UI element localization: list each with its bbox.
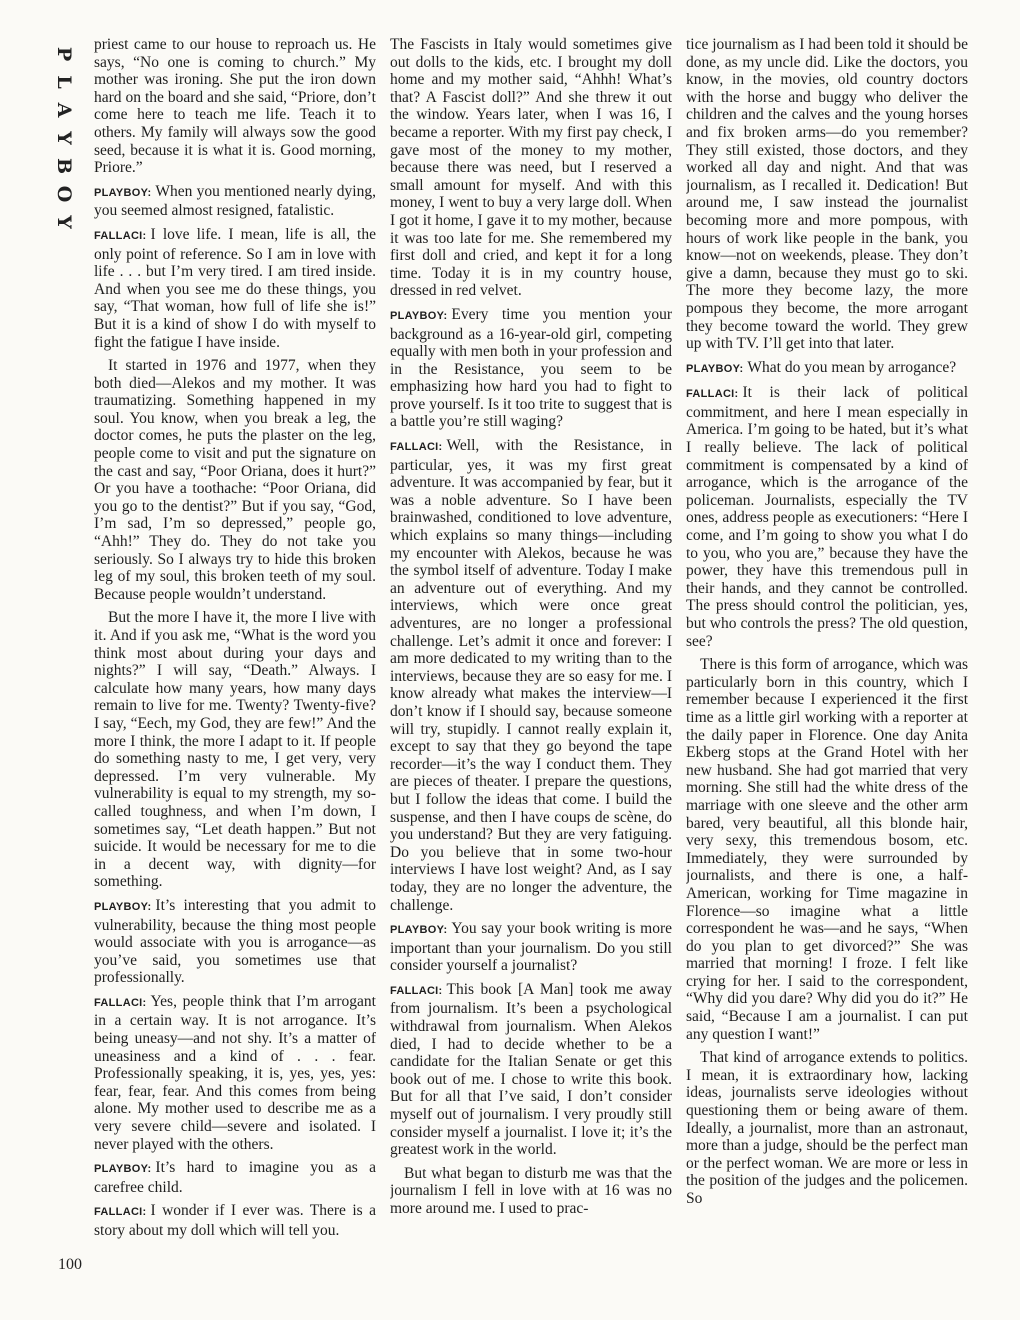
paragraph-text: Yes, people think that I’m arrogant in a certain way. It is not arrogance. It’s being uneasy—and not shy. It’s a matter of uneasiness and a kind of . . . fear. Professionally speaking, it is, yes, yes, yes: fear, fear, fear. And this comes from being alone. My mother used to describe me as a very severe child—severe and isolated. I never played with the others.	[94, 992, 376, 1153]
paragraph-text: You say your book writing is more important than your journalism. Do you still consider yourself a journalist?	[390, 920, 672, 975]
paragraph-text: But the more I have it, the more I live with it. And if you ask me, “What is the word you think most about during your days and nights?” I will say, “Death.” Always. I calculate how many years, how many days remain to live for me. Twenty? Twenty-five? I say, “Eech, my God, they are few!” And the more I think, the more I adapt to it. If people do something nasty to me, I get very, very depressed. I’m very vulnerable. My vulnerability is equal to my strength, my so-called toughness, and when I’m down, I sometimes say, “Let death happen.” But not suicide. It would be necessary for me to die in a decent way, with dignity—for something.	[94, 609, 376, 891]
speaker-label: FALLACI:	[686, 388, 739, 401]
running-head-letter: B	[53, 157, 75, 175]
speaker-label: PLAYBOY:	[94, 186, 152, 199]
paragraph-text: The Fascists in Italy would sometimes give out dolls to the kids, etc. I brought my doll home and my mother said, “Ahhh! What’s that? A Fascist doll?” And she threw it out the window. Years later, when I was 16, I became a reporter. With my first pay check, I gave most of the money to my mother, because there was need, but I reserved a small amount for myself. And with this money, I went to buy a very large doll. When I got it home, I gave it to my mother, because it was too late for me. She remembered my first doll and cried, and kept it for a long time. Today it is in my country house, dressed in red velvet.	[390, 36, 672, 300]
speaker-label: FALLACI:	[390, 984, 443, 997]
paragraph	[686, 1049, 968, 1207]
paragraph-text: tice journalism as I had been told it should be done, as my uncle did. Like the doctors, you know, in the movies, old country doctors with the horse and buggy who deliver the children and the calves and the young horses and fix broken arms—do you remember? They still existed, those doctors, and they worked all day and night. And that was journalism, as I recalled it. Dedication! But around me, I saw instead the journalist becoming more and more pompous, with hours of work like people in the bank, you know—not on weekends, please. They don’t give a damn, because they must go to ski. The more they become lazy, the more pompous they become, the more arrogant they become toward the world. They grew up with TV. I’ll get into that later.	[686, 36, 968, 353]
paragraph	[686, 359, 968, 379]
paragraph	[390, 306, 672, 431]
paragraph	[390, 437, 672, 914]
paragraph-text: This book [A Man] took me away from journalism. It’s been a psychological withdrawal from journalism. When Alekos died, I had to decide whether to be a candidate for the Italian Senate or get this book out of me. I chose to write this book. But for all that I’ve said, I don’t consider myself out of journalism. I very proudly still consider myself a journalist. I love it; it’s the greatest work in the world.	[390, 980, 672, 1159]
speaker-label: FALLACI:	[94, 1206, 147, 1219]
paragraph	[390, 920, 672, 975]
paragraph-text: When you mentioned nearly dying, you seemed almost resigned, fatalistic.	[94, 182, 376, 220]
running-head-letter: Y	[53, 131, 75, 145]
paragraph-text: It started in 1976 and 1977, when they both died—Alekos and my mother. It was traumatizing. Something happened in my soul. You know, when you break a leg, the doctor comes, he puts the plaster on the leg, people come to visit and put the signature on the cast and say, “Poor Oriana, does it hurt?” Or you have a toothache: “Poor Oriana, did you go to the dentist?” But if you say, “God, I’m sad, I’m so depressed,” people go, “Ahh!” They do. They do not take you seriously. So I always try to hide this broken leg of my soul, this broken teeth of my soul. Because people wouldn’t understand.	[94, 357, 376, 603]
paragraph	[686, 656, 968, 1043]
speaker-label: PLAYBOY:	[94, 1163, 152, 1176]
paragraph-text: Well, with the Resistance, in particular, yes, it was my first great adventure. It was accompanied by fear, but it was a noble adventure. So I have been brainwashed, conditioned to love adventure, which explains so many things—including my encounter with Alekos, because he was the symbol itself of adventure. Today I make an adventure out of everything. And my interviews, which were once great adventures, are no longer a professional challenge. Let’s admit it once and forever: I am more dedicated to my writing than to the interviews, because they are so easy for me. I know already what makes the interview—I don’t know if I should say, because someone will try, stupidly. I cannot really explain it, except to say that they go beyond the tape recorder—it’s the way I conduct them. They are pieces of theater. I prepare the questions, but I follow the ideas that come. I build the suspense, and then I have coups de scène, do you understand? But they are very fatiguing. Do you believe that in some two-hour interviews I have lost weight? And, as I say today, they are no longer the adventure, the challenge.	[390, 437, 672, 914]
paragraph	[94, 226, 376, 351]
running-head-letter: Y	[53, 215, 75, 229]
paragraph	[390, 981, 672, 1159]
paragraph-text: I wonder if I ever was. There is a story about my doll which will tell you.	[94, 1202, 376, 1239]
paragraph	[390, 36, 672, 300]
paragraph-text: I love life. I mean, life is all, the only point of reference. So I am in love with life . . . but I’m very tired. I am tired inside. And when you see me do these things, you say, “That woman, how full of life she is!” But it is a kind of show I do with myself to fight the fatigue I have inside.	[94, 225, 376, 351]
running-head-letter: P	[53, 46, 75, 62]
running-head	[52, 40, 76, 236]
paragraph-text: That kind of arrogance extends to politics. I mean, it is extraordinary how, lacking ideas, journalists serve ideologies without questioning them or being aware of them. Ideally, a journalist, more than an astronaut, more than a judge, should be the perfect man or the perfect woman. We are more or less in the position of the judges and the policemen. So	[686, 1049, 968, 1207]
running-head-letter: L	[53, 75, 75, 89]
speaker-label: FALLACI:	[390, 441, 443, 454]
paragraph-text: But what began to disturb me was that the journalism I fell in love with at 16 was no more around me. I used to prac-	[390, 1164, 672, 1217]
paragraph-text: What do you mean by arrogance?	[747, 358, 957, 376]
paragraph	[94, 993, 376, 1153]
paragraph-text: It’s interesting that you admit to vulnerability, because the thing most people would associate with you is arrogance—as you’ve said, you sometimes use that professionally.	[94, 896, 376, 987]
paragraph	[686, 36, 968, 353]
text-column-1	[94, 36, 376, 1276]
text-column-2	[390, 36, 672, 1276]
speaker-label: FALLACI:	[94, 229, 147, 242]
paragraph-text: There is this form of arrogance, which was particularly born in this country, which I remember because I experienced it the first time as a little girl working with a reporter at the daily paper in Florence. One day Anita Ekberg stops at the Grand Hotel with her new husband. She had got married that very morning. She still had the white dress of the marriage with one sleeve and the other arm bared, very beautiful, all this blonde hair, very sexy, this tremendous bosom, etc. Immediately, they were surrounded by journalists, and there is one, a half-American, working for Time magazine in Florence—so imagine what a little correspondent he was—and he says, “When do you plan to get divorced?” She was married that morning! I froze. I felt like crying for her. I said to the correspondent, “Why did you dare? Why did you do it?” He said, “Because I am a journalist. I can put any question I want!”	[686, 656, 968, 1043]
paragraph-text: It’s hard to imagine you as a carefree child.	[94, 1159, 376, 1196]
paragraph-text: priest came to our house to reproach us. He says, “No one is coming to church.” My mother was ironing. She put the iron down hard on the board and she said, “Priore, don’t come here to teach me life. Teach it to others. My family will always sow the good seed, because it is what it is. Good morning, Priore.”	[94, 36, 376, 177]
speaker-label: PLAYBOY:	[390, 309, 448, 322]
paragraph	[94, 1202, 376, 1239]
running-head-letter: A	[53, 102, 75, 118]
paragraph	[94, 897, 376, 987]
paragraph	[94, 1159, 376, 1196]
paragraph	[390, 1165, 672, 1218]
speaker-label: PLAYBOY:	[94, 900, 152, 913]
paragraph	[686, 384, 968, 650]
paragraph-text: It is their lack of political commitment, and here I mean especially in America. I’m going to be hated, but it’s what I really believe. The lack of political commitment is compensated by a kind of arrogance, which is the arrogance of the policeman. Journalists, especially the TV ones, address people as executioners: “Here I come, and I’m going to show you what I do to you, who you are,” because they have the power, they have this tremendous pull in their hands, and they cannot be controlled. The press should control the politician, yes, but who controls the press? The old question, see?	[686, 384, 968, 650]
paragraph	[94, 609, 376, 891]
running-head-letter: O	[53, 185, 75, 203]
speaker-label: PLAYBOY:	[390, 924, 448, 937]
speaker-label: FALLACI:	[94, 996, 147, 1009]
speaker-label: PLAYBOY:	[686, 362, 744, 375]
paragraph-text: Every time you mention your background as a 16-year-old girl, competing equally with men both in your profession and in the Resistance, you seem to be emphasizing how hard you had to fight to prove yourself. Is it too trite to suggest that is a battle you’re still waging?	[390, 305, 672, 431]
paragraph	[94, 36, 376, 177]
paragraph	[94, 357, 376, 603]
text-column-3	[686, 36, 968, 1276]
page-number: 100	[58, 1256, 82, 1273]
paragraph	[94, 183, 376, 220]
